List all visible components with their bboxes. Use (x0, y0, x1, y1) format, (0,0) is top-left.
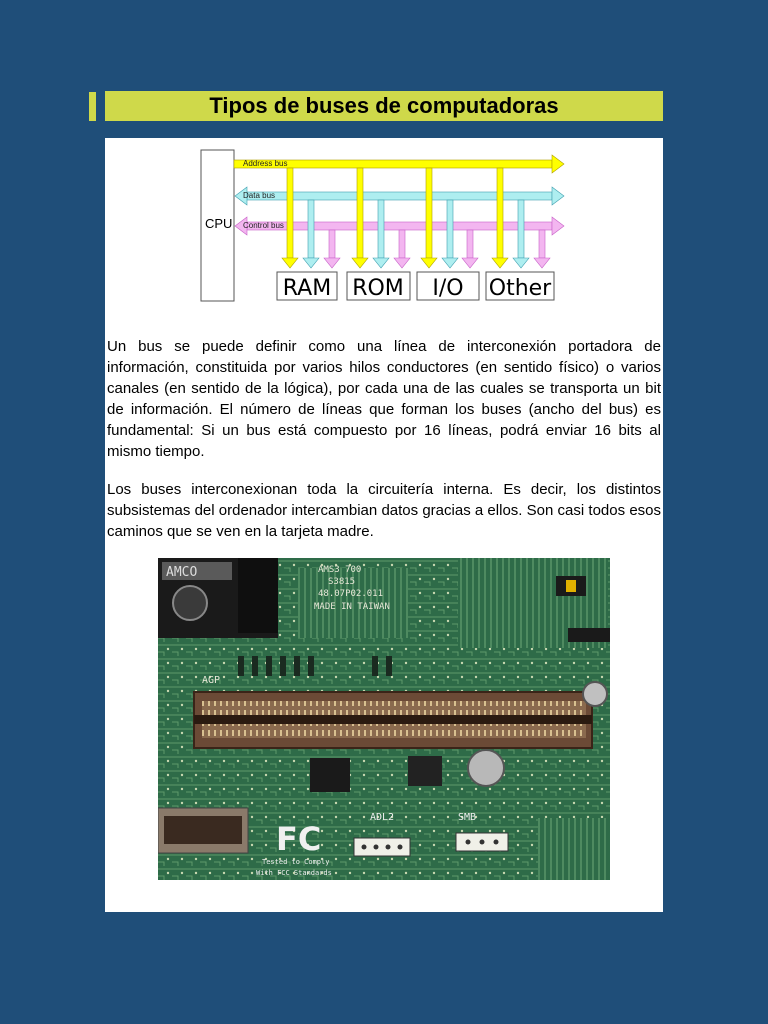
paragraph-definition: Un bus se puede definir como una línea de interconexión portadora de información, constituida por varios hilos conductores (en sentido físico) o varios canales (en sentido de la lógica), por cada una de las cuales se transporta un bit de información. El número de líneas que forman los buses (ancho del bus) es fundamental: Si un bus está compuesto por 16 líneas, podrá enviar 16 bits al mismo tiempo. (107, 338, 661, 460)
data-bus-label: Data bus (243, 191, 276, 200)
module-ram-label: RAM (282, 276, 332, 301)
capacitor (468, 750, 504, 786)
motherboard-photo (158, 558, 610, 880)
title-banner (105, 91, 663, 121)
module-rom-label: ROM (352, 276, 404, 301)
adl2-label: ADL2 (370, 812, 395, 823)
chip-text-2: S3815 (328, 577, 356, 587)
chip-text-1: AMS3 700 (318, 565, 362, 575)
module-other-label: Other (488, 276, 552, 301)
module-io-label: I/O (432, 276, 464, 301)
cpu-label: CPU (205, 216, 233, 231)
bus-diagram (195, 146, 570, 316)
content-panel (105, 138, 663, 912)
address-bus-label: Address bus (243, 159, 288, 168)
smb-label: SMB (458, 812, 477, 823)
title-accent-bar (89, 92, 96, 121)
page-title: Tipos de buses de computadoras (209, 93, 559, 118)
fcc-text-2: With FCC Standards (256, 869, 332, 877)
fcc-logo: FC (276, 820, 322, 858)
brand-label: AMCO (166, 565, 198, 580)
paragraph-interconnect: Los buses interconexionan toda la circuitería interna. Es decir, los distintos subsistemas del ordenador intercambian datos gracias a ellos. Son casi todos esos caminos que se ven en la tarjeta madre. (107, 481, 661, 540)
agp-label: AGP (202, 675, 221, 686)
fcc-text-1: Tested to Comply (262, 858, 330, 866)
made-in-label: MADE IN TAIWAN (314, 602, 390, 612)
chip-text-3: 48.07P02.011 (318, 589, 384, 599)
control-bus-label: Control bus (243, 221, 284, 230)
